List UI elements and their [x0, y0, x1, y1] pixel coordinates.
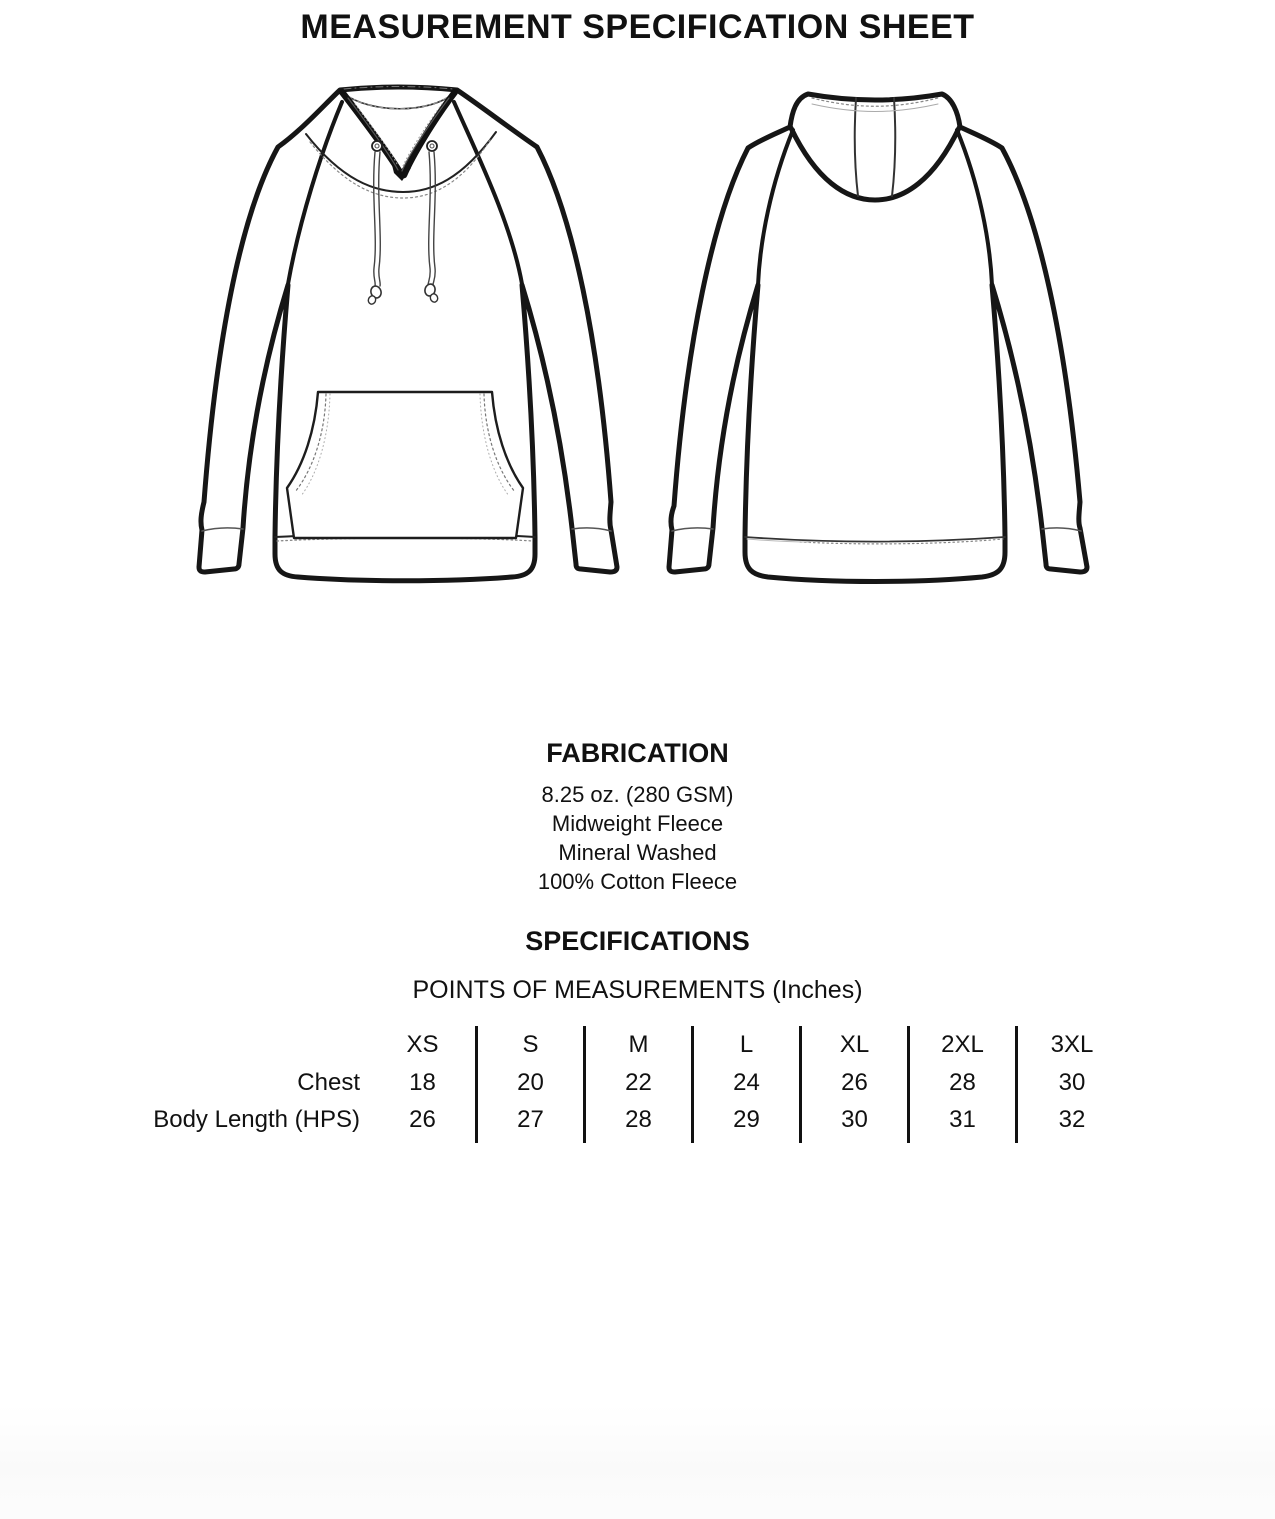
hood-bottom-edge	[791, 128, 959, 200]
hood-center-seam-right	[892, 98, 895, 196]
table-row-body-length	[30, 1102, 1126, 1138]
hood-top-shadow-line	[812, 104, 938, 112]
hood-drape-edge	[306, 132, 496, 192]
measurement-value: 32	[1058, 1106, 1086, 1133]
hood-center-seam-left	[855, 98, 858, 196]
fabrication-details	[0, 780, 1275, 896]
size-spec-table	[30, 1026, 1126, 1143]
page-title: MEASUREMENT SPECIFICATION SHEET	[300, 8, 975, 46]
hoodie-front-technical-drawing	[190, 82, 630, 597]
back-silhouette	[669, 94, 1087, 582]
measurement-value: 24	[694, 1064, 802, 1102]
collar-v-left	[342, 92, 401, 174]
measurement-value: 30	[802, 1102, 910, 1138]
measurement-value: 30	[1058, 1069, 1086, 1096]
cuff-top-seam-right	[572, 528, 611, 531]
points-of-measurements-label: POINTS OF MEASUREMENTS (Inches)	[412, 976, 863, 1004]
hem-seam	[745, 537, 1005, 542]
size-column-header: M	[586, 1026, 694, 1064]
measurement-value: 29	[694, 1102, 802, 1138]
measurement-value: 20	[478, 1064, 586, 1102]
measurement-value: 26	[802, 1064, 910, 1102]
back-collar-curve	[343, 93, 454, 109]
size-column-header: XS	[370, 1026, 478, 1064]
table-header-row	[30, 1026, 1126, 1064]
table-divider-extension	[30, 1138, 1126, 1143]
size-column-header: XL	[802, 1026, 910, 1064]
row-label: Chest	[297, 1069, 360, 1096]
measurement-value: 28	[586, 1102, 694, 1138]
hoodie-back-technical-drawing	[660, 82, 1100, 597]
scan-shadow-texture	[0, 1404, 1275, 1519]
cuff-top-seam-left	[202, 528, 243, 531]
specifications-heading: SPECIFICATIONS	[525, 926, 750, 956]
cuff-top-seam-left	[672, 528, 713, 531]
size-column-header: L	[694, 1026, 802, 1064]
measurement-value: 31	[910, 1102, 1018, 1138]
measurement-value: 27	[478, 1102, 586, 1138]
measurement-value: 28	[910, 1064, 1018, 1102]
size-column-header: 2XL	[910, 1026, 1018, 1064]
eyelet-right	[427, 141, 437, 151]
back-collar-stitch	[348, 96, 449, 109]
size-column-header: S	[478, 1026, 586, 1064]
kangaroo-pocket	[287, 392, 523, 538]
fabrication-heading: FABRICATION	[546, 738, 729, 768]
hoodie-front-svg	[190, 82, 630, 597]
cuff-top-seam-right	[1042, 528, 1081, 531]
row-label: Body Length (HPS)	[153, 1106, 360, 1133]
measurement-value: 18	[370, 1064, 478, 1102]
table-row-chest	[30, 1064, 1126, 1102]
corner-cell	[30, 1026, 370, 1064]
hoodie-back-svg	[660, 82, 1100, 597]
measurement-value: 26	[370, 1102, 478, 1138]
measurement-value: 22	[586, 1064, 694, 1102]
eyelet-left	[372, 141, 382, 151]
raglan-seam-right	[957, 130, 992, 285]
back-hood	[791, 98, 959, 200]
fabrication-line: Mineral Washed	[558, 840, 717, 865]
fabrication-line: 100% Cotton Fleece	[537, 869, 738, 894]
fabrication-line: 8.25 oz. (280 GSM)	[541, 782, 734, 807]
raglan-seam-left	[758, 130, 793, 285]
drawstring-right	[428, 152, 430, 285]
fabrication-line: Midweight Fleece	[551, 811, 724, 836]
size-column-header: 3XL	[1050, 1031, 1094, 1058]
drawstring-left	[374, 152, 376, 286]
front-hood	[306, 87, 496, 199]
